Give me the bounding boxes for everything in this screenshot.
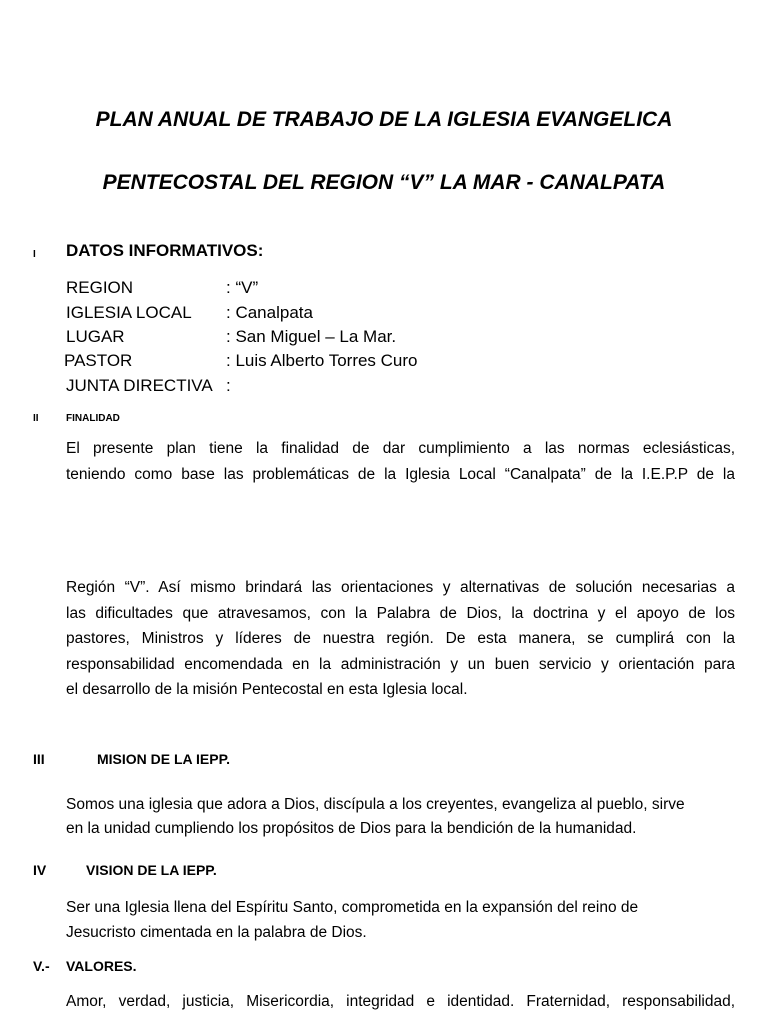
info-label-junta-directiva: JUNTA DIRECTIVA <box>66 376 213 395</box>
section-4-number: IV <box>33 862 47 878</box>
finalidad-paragraph-1 <box>66 436 735 487</box>
paragraph-line: pastores, Ministros y líderes de nuestra región. De esta manera, se cumplirá con la <box>66 630 735 647</box>
paragraph-line: el desarrollo de la misión Pentecostal en esta Iglesia local. <box>66 681 468 698</box>
info-label-pastor: PASTOR <box>64 351 133 370</box>
section-2-number: II <box>33 413 39 424</box>
document-title-line-2: PENTECOSTAL DEL REGION “V” LA MAR - CANALPATA <box>102 171 666 194</box>
section-1-heading: DATOS INFORMATIVOS: <box>66 241 264 260</box>
section-3-number: III <box>33 751 45 767</box>
finalidad-paragraph-2 <box>66 575 735 703</box>
section-4-heading: VISION DE LA IEPP. <box>86 862 217 878</box>
paragraph-line: Somos una iglesia que adora a Dios, discípula a los creyentes, evangeliza al pueblo, sirve <box>66 796 685 813</box>
section-1-number: I <box>33 249 36 260</box>
paragraph-line: Amor, verdad, justicia, Misericordia, integridad e identidad. Fraternidad, responsabilidad, <box>66 993 735 1010</box>
paragraph-line: Región “V”. Así mismo brindará las orientaciones y alternativas de solución necesarias a <box>66 579 735 596</box>
paragraph-line: en la unidad cumpliendo los propósitos de Dios para la bendición de la humanidad. <box>66 820 637 837</box>
info-value-iglesia-local: : Canalpata <box>226 303 313 322</box>
section-3-heading: MISION DE LA IEPP. <box>97 751 231 767</box>
info-value-lugar: : San Miguel – La Mar. <box>226 327 397 346</box>
section-5-number: V.- <box>33 958 50 974</box>
info-label-lugar: LUGAR <box>66 327 125 346</box>
paragraph-line: teniendo como base las problemáticas de la Iglesia Local “Canalpata” de la I.E.P.P de la <box>66 465 735 483</box>
mision-paragraph <box>66 793 735 841</box>
info-value-pastor: : Luis Alberto Torres Curo <box>226 351 418 370</box>
info-label-iglesia-local: IGLESIA LOCAL <box>66 303 192 322</box>
paragraph-line: responsabilidad encomendada en la administración y un buen servicio y orientación para <box>66 655 735 673</box>
info-label-region: REGION <box>66 278 134 297</box>
paragraph-line: las dificultades que atravesamos, con la Palabra de Dios, la doctrina y el apoyo de los <box>66 604 735 622</box>
valores-paragraph <box>66 989 735 1015</box>
info-value-region: : “V” <box>226 278 259 297</box>
section-2-heading: FINALIDAD <box>66 413 120 424</box>
section-5-heading: VALORES. <box>66 958 137 974</box>
document-title-line-1: PLAN ANUAL DE TRABAJO DE LA IGLESIA EVANGELICA <box>95 108 673 131</box>
paragraph-line: Ser una Iglesia llena del Espíritu Santo, comprometida en la expansión del reino de <box>66 899 639 916</box>
vision-paragraph <box>66 895 735 945</box>
info-value-junta-directiva: : <box>226 376 231 395</box>
paragraph-line: El presente plan tiene la finalidad de dar cumplimiento a las normas eclesiásticas, <box>66 440 735 457</box>
paragraph-line: Jesucristo cimentada en la palabra de Dios. <box>66 924 367 941</box>
